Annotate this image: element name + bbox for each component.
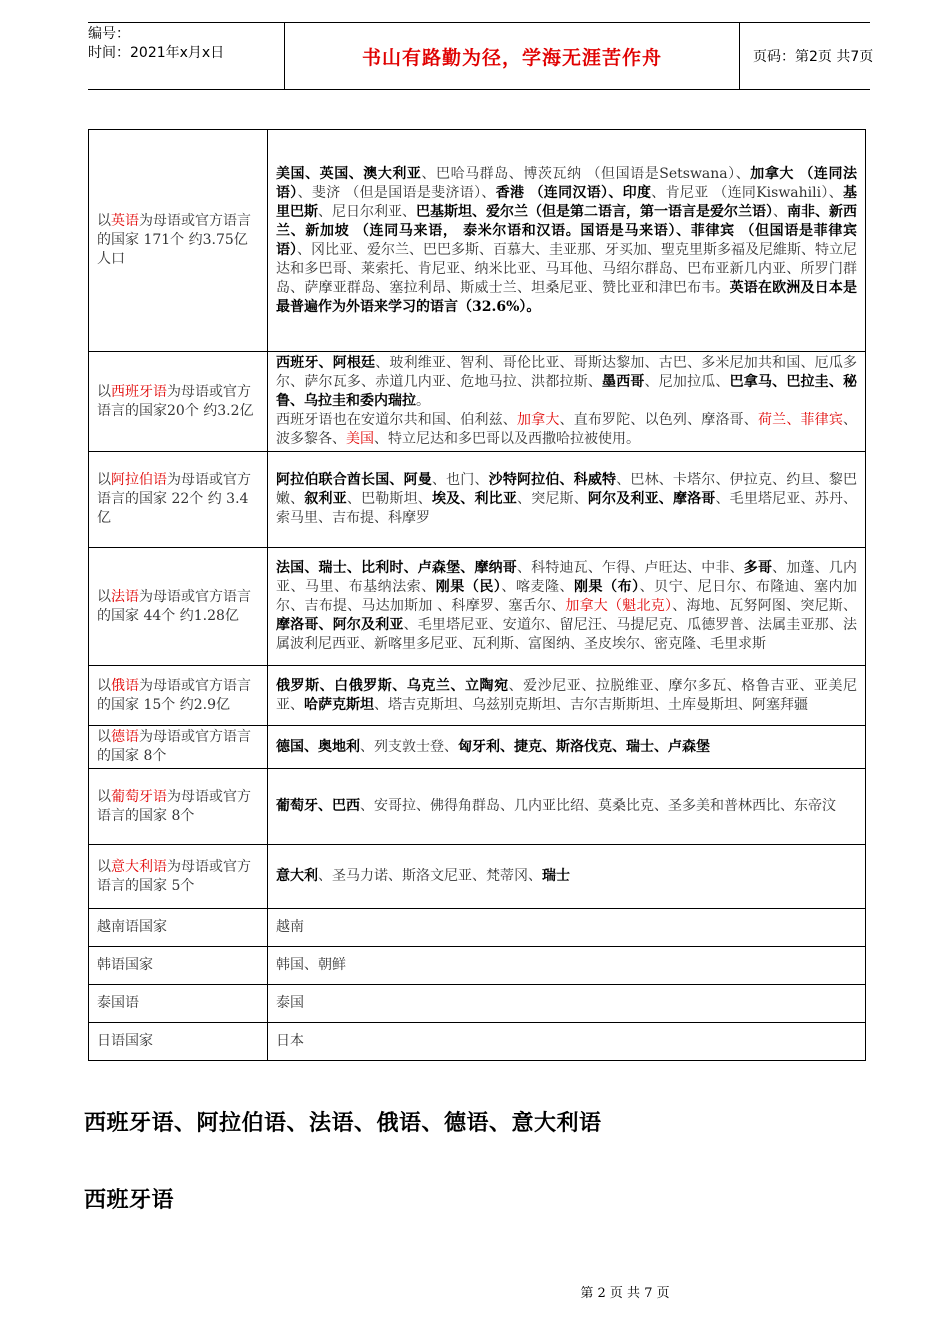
countries-cell: 日本 bbox=[268, 1023, 866, 1061]
table-row bbox=[89, 909, 866, 947]
time-label: 时间：2021年x月x日 bbox=[88, 45, 225, 61]
language-cell bbox=[89, 985, 268, 1023]
language-label-suffix: 为母语或官方语言的国家 171个 约3.75亿人口 bbox=[97, 213, 251, 267]
language-name: 俄语 bbox=[111, 677, 139, 694]
header-meta bbox=[88, 25, 284, 63]
language-label-suffix: 为母语或官方语言的国家 15个 约2.9亿 bbox=[97, 677, 251, 713]
language-name: 葡萄牙语 bbox=[111, 788, 167, 805]
language-cell bbox=[89, 1023, 268, 1061]
language-label-suffix: 为母语或官方语言的国家 44个 约1.28亿 bbox=[97, 588, 251, 624]
language-name: 阿拉伯语 bbox=[111, 472, 167, 488]
table-row bbox=[89, 548, 866, 666]
language-label-prefix: 日语国家 bbox=[97, 1033, 153, 1049]
countries-cell: 西班牙、阿根廷、玻利维亚、智利、哥伦比亚、哥斯达黎加、古巴、多米尼加共和国、厄瓜多尔、萨尔瓦多、赤道几内亚、危地马拉、洪都拉斯、墨西哥、尼加拉瓜、巴拿马、巴拉圭、秘鲁、乌拉圭和委内瑞拉。 西班牙语也在安道尔共和国、伯利兹、加拿大、直布罗陀、以色列、摩洛哥、荷兰、菲律宾、波多黎各、美国、特立尼达和多巴哥以及西撒哈拉被使用。 bbox=[268, 352, 866, 452]
countries-cell: 阿拉伯联合酋长国、阿曼、也门、沙特阿拉伯、科威特、巴林、卡塔尔、伊拉克、约旦、黎巴嫩、叙利亚、巴勒斯坦、埃及、利比亚、突尼斯、阿尔及利亚、摩洛哥、毛里塔尼亚、苏丹、索马里、吉布提、科摩罗 bbox=[268, 452, 866, 548]
table-row bbox=[89, 1023, 866, 1061]
countries-cell: 法国、瑞士、比利时、卢森堡、摩纳哥、科特迪瓦、乍得、卢旺达、中非、多哥、加蓬、几内亚、马里、布基纳法索、刚果（民）、喀麦隆、刚果（布）、贝宁、尼日尔、布隆迪、塞内加尔、吉布提、马达加斯加 、科摩罗、塞舌尔、加拿大（魁北克）、海地、瓦努阿图、突尼斯、摩洛哥、阿尔及利亚、毛里塔尼亚、安道尔、留尼汪、马提尼克、瓜德罗普、法属圭亚那、法属波利尼西亚、新喀里多尼亚、瓦利斯、富图纳、圣皮埃尔、密克隆、毛里求斯 bbox=[268, 548, 866, 666]
table-row bbox=[89, 452, 866, 548]
table-row bbox=[89, 726, 866, 769]
language-cell bbox=[89, 769, 268, 845]
language-cell bbox=[89, 947, 268, 985]
table-row bbox=[89, 130, 866, 352]
countries-cell: 泰国 bbox=[268, 985, 866, 1023]
language-label-prefix: 越南语国家 bbox=[97, 919, 167, 935]
language-cell bbox=[89, 548, 268, 666]
language-label-prefix: 以 bbox=[97, 729, 111, 745]
section-heading: 西班牙语、阿拉伯语、法语、俄语、德语、意大利语 bbox=[84, 1110, 602, 1136]
language-name: 德语 bbox=[111, 729, 139, 745]
countries-cell: 葡萄牙、巴西、安哥拉、佛得角群岛、几内亚比绍、莫桑比克、圣多美和普林西比、东帝汶 bbox=[268, 769, 866, 845]
table-row bbox=[89, 352, 866, 452]
language-label-suffix: 为母语或官方语言的国家 8个 bbox=[97, 729, 251, 764]
language-label-prefix: 以 bbox=[97, 383, 111, 400]
countries-cell: 韩国、朝鲜 bbox=[268, 947, 866, 985]
countries-cell: 美国、英国、澳大利亚、巴哈马群岛、博茨瓦纳 （但国语是Setswana）、加拿大 （连同法语）、斐济 （但是国语是斐济语）、香港 （连同汉语）、印度、肯尼亚 （连同Kiswahili）、基里巴斯、尼日尔利亚、巴基斯坦、爱尔兰（但是第二语言，第一语言是爱尔兰语）、南非、新西兰、新加坡 （连同马来语， 泰米尔语和汉语。国语是马来语）、菲律宾 （但国语是菲律宾语）、冈比亚、爱尔兰、巴巴多斯、百慕大、圭亚那、牙买加、聖克里斯多福及尼維斯、特立尼达和多巴哥、莱索托、肯尼亚、纳米比亚、马耳他、马绍尔群岛、巴布亚新几内亚、所罗门群岛、萨摩亚群岛、塞拉利昂、斯威士兰、坦桑尼亚、赞比亚和津巴布韦。英语在欧洲及日本是最普遍作为外语来学习的语言（32.6%）。 bbox=[268, 130, 866, 352]
page-header bbox=[88, 22, 874, 90]
countries-cell: 俄罗斯、白俄罗斯、乌克兰、立陶宛、爱沙尼亚、拉脱维亚、摩尔多瓦、格鲁吉亚、亚美尼亚、哈萨克斯坦、塔吉克斯坦、乌兹别克斯坦、吉尔吉斯斯坦、土库曼斯坦、阿塞拜疆 bbox=[268, 666, 866, 726]
subsection-heading: 西班牙语 bbox=[84, 1187, 175, 1213]
table-row bbox=[89, 769, 866, 845]
language-cell bbox=[89, 845, 268, 909]
language-label-suffix: 为母语或官方语言的国家 8个 bbox=[97, 788, 251, 824]
language-cell bbox=[89, 130, 268, 352]
language-label-prefix: 泰国语 bbox=[97, 995, 139, 1011]
countries-cell: 越南 bbox=[268, 909, 866, 947]
language-cell bbox=[89, 352, 268, 452]
table-row bbox=[89, 947, 866, 985]
table-row bbox=[89, 985, 866, 1023]
language-label-prefix: 以 bbox=[97, 213, 111, 229]
number-label: 编号： bbox=[88, 26, 130, 42]
language-name: 西班牙语 bbox=[111, 383, 167, 400]
language-name: 意大利语 bbox=[111, 858, 167, 875]
language-cell bbox=[89, 452, 268, 548]
language-label-suffix: 为母语或官方语言的国家 5个 bbox=[97, 858, 251, 894]
header-page-label: 页码：第2页 共7页 bbox=[753, 49, 874, 65]
countries-cell: 意大利、圣马力诺、斯洛文尼亚、梵蒂冈、瑞士 bbox=[268, 845, 866, 909]
header-motto: 书山有路勤为径，学海无涯苦作舟 bbox=[284, 23, 740, 89]
table-row bbox=[89, 845, 866, 909]
language-label-prefix: 以 bbox=[97, 788, 111, 805]
language-label-prefix: 以 bbox=[97, 472, 111, 488]
page-footer: 第 2 页 共 7 页 bbox=[580, 1286, 670, 1301]
language-label-prefix: 以 bbox=[97, 858, 111, 875]
language-name: 英语 bbox=[111, 213, 139, 229]
table-row bbox=[89, 666, 866, 726]
language-label-suffix: 为母语或官方语言的国家 22个 约 3.4亿 bbox=[97, 472, 251, 526]
language-label-prefix: 以 bbox=[97, 677, 111, 694]
language-cell bbox=[89, 666, 268, 726]
language-table bbox=[88, 129, 866, 1061]
language-label-suffix: 为母语或官方语言的国家20个 约3.2亿 bbox=[97, 383, 254, 419]
language-label-prefix: 以 bbox=[97, 588, 111, 605]
countries-cell: 德国、奥地利、列支敦士登、匈牙利、捷克、斯洛伐克、瑞士、卢森堡 bbox=[268, 726, 866, 769]
language-cell bbox=[89, 726, 268, 769]
language-name: 法语 bbox=[111, 588, 139, 605]
language-label-prefix: 韩语国家 bbox=[97, 957, 153, 973]
language-cell bbox=[89, 909, 268, 947]
